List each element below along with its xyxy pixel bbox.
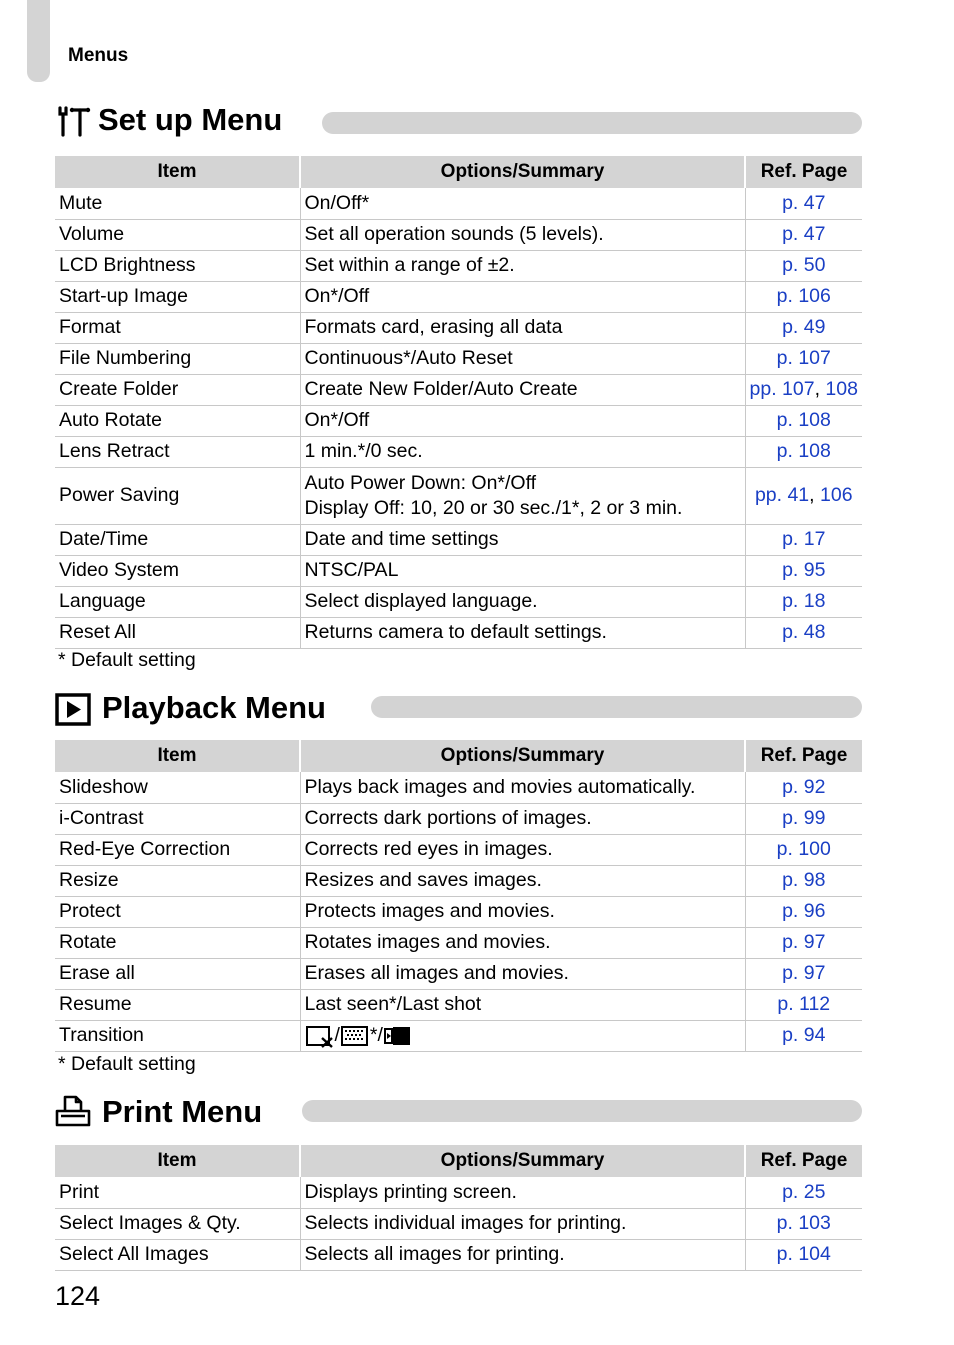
table-row <box>55 405 862 436</box>
ref-page-cell <box>745 1208 862 1239</box>
table-row <box>55 958 862 989</box>
play-icon <box>55 693 91 727</box>
print-menu-title: Print Menu <box>102 1094 263 1129</box>
table-row <box>55 374 862 405</box>
item-cell: Lens Retract <box>55 436 300 467</box>
options-cell: Plays back images and movies automatically. <box>300 772 745 803</box>
table-row <box>55 467 862 524</box>
ref-page-link[interactable]: p. 108 <box>776 440 831 462</box>
column-header-ref: Ref. Page <box>745 1145 862 1177</box>
ref-page-cell <box>745 989 862 1020</box>
ref-page-link[interactable]: 106 <box>820 484 853 506</box>
item-cell: Resize <box>55 865 300 896</box>
options-cell: Select displayed language. <box>300 586 745 617</box>
options-cell: Returns camera to default settings. <box>300 617 745 648</box>
table-row <box>55 1239 862 1270</box>
options-cell: Selects individual images for printing. <box>300 1208 745 1239</box>
options-cell: Corrects red eyes in images. <box>300 834 745 865</box>
setup-menu-table <box>55 156 862 649</box>
item-cell: Video System <box>55 555 300 586</box>
ref-page-cell <box>745 405 862 436</box>
item-cell: Transition <box>55 1020 300 1051</box>
playback-menu-table <box>55 740 862 1052</box>
table-row <box>55 250 862 281</box>
ref-separator: , <box>809 484 820 506</box>
table-row <box>55 555 862 586</box>
options-cell: Create New Folder/Auto Create <box>300 374 745 405</box>
options-cell: On*/Off <box>300 281 745 312</box>
side-tab-marker <box>27 0 50 82</box>
item-cell: Resume <box>55 989 300 1020</box>
ref-page-cell <box>745 524 862 555</box>
table-header-row <box>55 1145 862 1177</box>
ref-page-link[interactable]: p. 92 <box>782 775 826 798</box>
options-cell: On*/Off <box>300 405 745 436</box>
item-cell: i-Contrast <box>55 803 300 834</box>
ref-page-link[interactable]: p. 103 <box>776 1212 831 1234</box>
ref-page-cell <box>745 834 862 865</box>
ref-page-link[interactable]: p. 97 <box>782 962 826 984</box>
ref-page-cell <box>745 250 862 281</box>
table-row <box>55 219 862 250</box>
ref-page-link[interactable]: p. 99 <box>782 807 826 829</box>
separator: / <box>334 1024 340 1046</box>
setup-footnote: * Default setting <box>58 649 196 671</box>
item-cell: Date/Time <box>55 524 300 555</box>
default-marker: */ <box>369 1024 383 1046</box>
options-cell: Last seen*/Last shot <box>300 989 745 1020</box>
ref-page-link[interactable]: p. 98 <box>782 869 826 891</box>
column-header-ref: Ref. Page <box>745 156 862 188</box>
ref-page-cell <box>745 1239 862 1270</box>
setup-menu-title: Set up Menu <box>98 102 283 137</box>
fade-icon <box>340 1024 370 1046</box>
ref-page-link[interactable]: p. 94 <box>782 1024 826 1046</box>
options-cell: Erases all images and movies. <box>300 958 745 989</box>
column-header-options: Options/Summary <box>300 740 745 772</box>
column-header-options: Options/Summary <box>300 1145 745 1177</box>
ref-separator: , <box>814 378 826 400</box>
ref-page-link[interactable]: p. 48 <box>782 621 826 643</box>
ref-page-link[interactable]: pp. 107 <box>749 378 815 400</box>
ref-page-cell <box>745 312 862 343</box>
printer-icon <box>55 1094 91 1128</box>
table-header-row <box>55 156 862 188</box>
item-cell: Select Images & Qty. <box>55 1208 300 1239</box>
column-header-item: Item <box>55 740 300 772</box>
print-menu-title-bar <box>302 1100 862 1122</box>
ref-page-link[interactable]: p. 18 <box>782 590 826 612</box>
ref-page-cell <box>745 896 862 927</box>
table-row <box>55 865 862 896</box>
page-number: 124 <box>55 1281 101 1311</box>
item-cell: Create Folder <box>55 374 300 405</box>
table-row <box>55 989 862 1020</box>
options-cell: Formats card, erasing all data <box>300 312 745 343</box>
item-cell: Language <box>55 586 300 617</box>
options-cell: NTSC/PAL <box>300 555 745 586</box>
options-cell: Date and time settings <box>300 524 745 555</box>
table-row <box>55 188 862 219</box>
ref-page-link[interactable]: 108 <box>825 378 858 400</box>
item-cell: LCD Brightness <box>55 250 300 281</box>
column-header-item: Item <box>55 156 300 188</box>
item-cell: Slideshow <box>55 772 300 803</box>
ref-page-link[interactable]: p. 107 <box>776 347 831 369</box>
item-cell: Rotate <box>55 927 300 958</box>
ref-page-link[interactable]: p. 97 <box>782 931 826 953</box>
ref-page-cell <box>745 803 862 834</box>
item-cell: Mute <box>55 188 300 219</box>
table-row <box>55 281 862 312</box>
table-row <box>55 927 862 958</box>
options-cell: Selects all images for printing. <box>300 1239 745 1270</box>
ref-page-cell <box>745 436 862 467</box>
table-header-row <box>55 740 862 772</box>
table-row <box>55 524 862 555</box>
item-cell: File Numbering <box>55 343 300 374</box>
ref-page-cell <box>745 555 862 586</box>
table-row <box>55 1208 862 1239</box>
ref-page-link[interactable]: p. 47 <box>782 191 826 214</box>
options-cell: Displays printing screen. <box>300 1177 745 1208</box>
ref-page-cell <box>745 927 862 958</box>
transition-off-icon <box>305 1024 335 1046</box>
slide-icon <box>383 1024 413 1046</box>
ref-page-cell <box>745 219 862 250</box>
table-row <box>55 343 862 374</box>
item-cell: Power Saving <box>55 467 300 524</box>
ref-page-cell <box>745 772 862 803</box>
options-cell: On/Off* <box>300 188 745 219</box>
options-line: Display Off: 10, 20 or 30 sec./1*, 2 or 3 min. <box>304 496 683 519</box>
column-header-options: Options/Summary <box>300 156 745 188</box>
options-cell: Continuous*/Auto Reset <box>300 343 745 374</box>
ref-page-cell <box>745 374 862 405</box>
running-head: Menus <box>68 45 129 66</box>
table-row <box>55 586 862 617</box>
ref-page-cell <box>745 467 862 524</box>
ref-page-cell <box>745 1177 862 1208</box>
ref-page-link[interactable]: p. 50 <box>782 254 826 276</box>
table-row <box>55 617 862 648</box>
ref-page-cell <box>745 617 862 648</box>
ref-page-cell <box>745 188 862 219</box>
options-cell: Rotates images and movies. <box>300 927 745 958</box>
item-cell: Auto Rotate <box>55 405 300 436</box>
table-row <box>55 896 862 927</box>
ref-page-cell <box>745 1020 862 1051</box>
column-header-ref: Ref. Page <box>745 740 862 772</box>
item-cell: Volume <box>55 219 300 250</box>
ref-page-cell <box>745 343 862 374</box>
options-cell: Resizes and saves images. <box>300 865 745 896</box>
ref-page-link[interactable]: p. 106 <box>776 285 831 307</box>
ref-page-link[interactable]: p. 104 <box>776 1243 831 1265</box>
playback-footnote: * Default setting <box>58 1053 196 1075</box>
options-cell <box>300 1020 745 1051</box>
column-header-item: Item <box>55 1145 300 1177</box>
ref-page-link[interactable]: p. 96 <box>782 900 826 922</box>
table-row <box>55 1020 862 1051</box>
ref-page-link[interactable]: p. 95 <box>782 559 826 581</box>
options-cell <box>300 467 745 524</box>
table-row <box>55 834 862 865</box>
item-cell: Print <box>55 1177 300 1208</box>
ref-page-link[interactable]: p. 25 <box>782 1180 826 1203</box>
wrench-icon <box>55 104 91 138</box>
table-row <box>55 1177 862 1208</box>
ref-page-link[interactable]: p. 112 <box>777 993 831 1015</box>
ref-page-link[interactable]: p. 108 <box>776 409 831 431</box>
table-row <box>55 436 862 467</box>
ref-page-link[interactable]: pp. 41 <box>754 484 810 506</box>
ref-page-link[interactable]: p. 47 <box>782 223 826 245</box>
item-cell: Red-Eye Correction <box>55 834 300 865</box>
item-cell: Protect <box>55 896 300 927</box>
ref-page-cell <box>745 958 862 989</box>
item-cell: Start-up Image <box>55 281 300 312</box>
options-cell: Set all operation sounds (5 levels). <box>300 219 745 250</box>
ref-page-link[interactable]: p. 100 <box>776 838 831 860</box>
table-row <box>55 772 862 803</box>
ref-page-cell <box>745 281 862 312</box>
ref-page-link[interactable]: p. 17 <box>782 528 826 550</box>
print-menu-table <box>55 1145 862 1271</box>
options-line: Auto Power Down: On*/Off <box>304 471 537 494</box>
ref-page-cell <box>745 586 862 617</box>
options-cell: Corrects dark portions of images. <box>300 803 745 834</box>
table-row <box>55 312 862 343</box>
options-cell: 1 min.*/0 sec. <box>300 436 745 467</box>
playback-menu-title-bar <box>371 696 862 718</box>
options-cell: Set within a range of ±2. <box>300 250 745 281</box>
playback-menu-title: Playback Menu <box>102 690 326 725</box>
table-row <box>55 803 862 834</box>
ref-page-cell <box>745 865 862 896</box>
item-cell: Erase all <box>55 958 300 989</box>
item-cell: Format <box>55 312 300 343</box>
ref-page-link[interactable]: p. 49 <box>782 316 826 338</box>
setup-menu-title-bar <box>322 112 862 134</box>
item-cell: Reset All <box>55 617 300 648</box>
item-cell: Select All Images <box>55 1239 300 1270</box>
options-cell: Protects images and movies. <box>300 896 745 927</box>
